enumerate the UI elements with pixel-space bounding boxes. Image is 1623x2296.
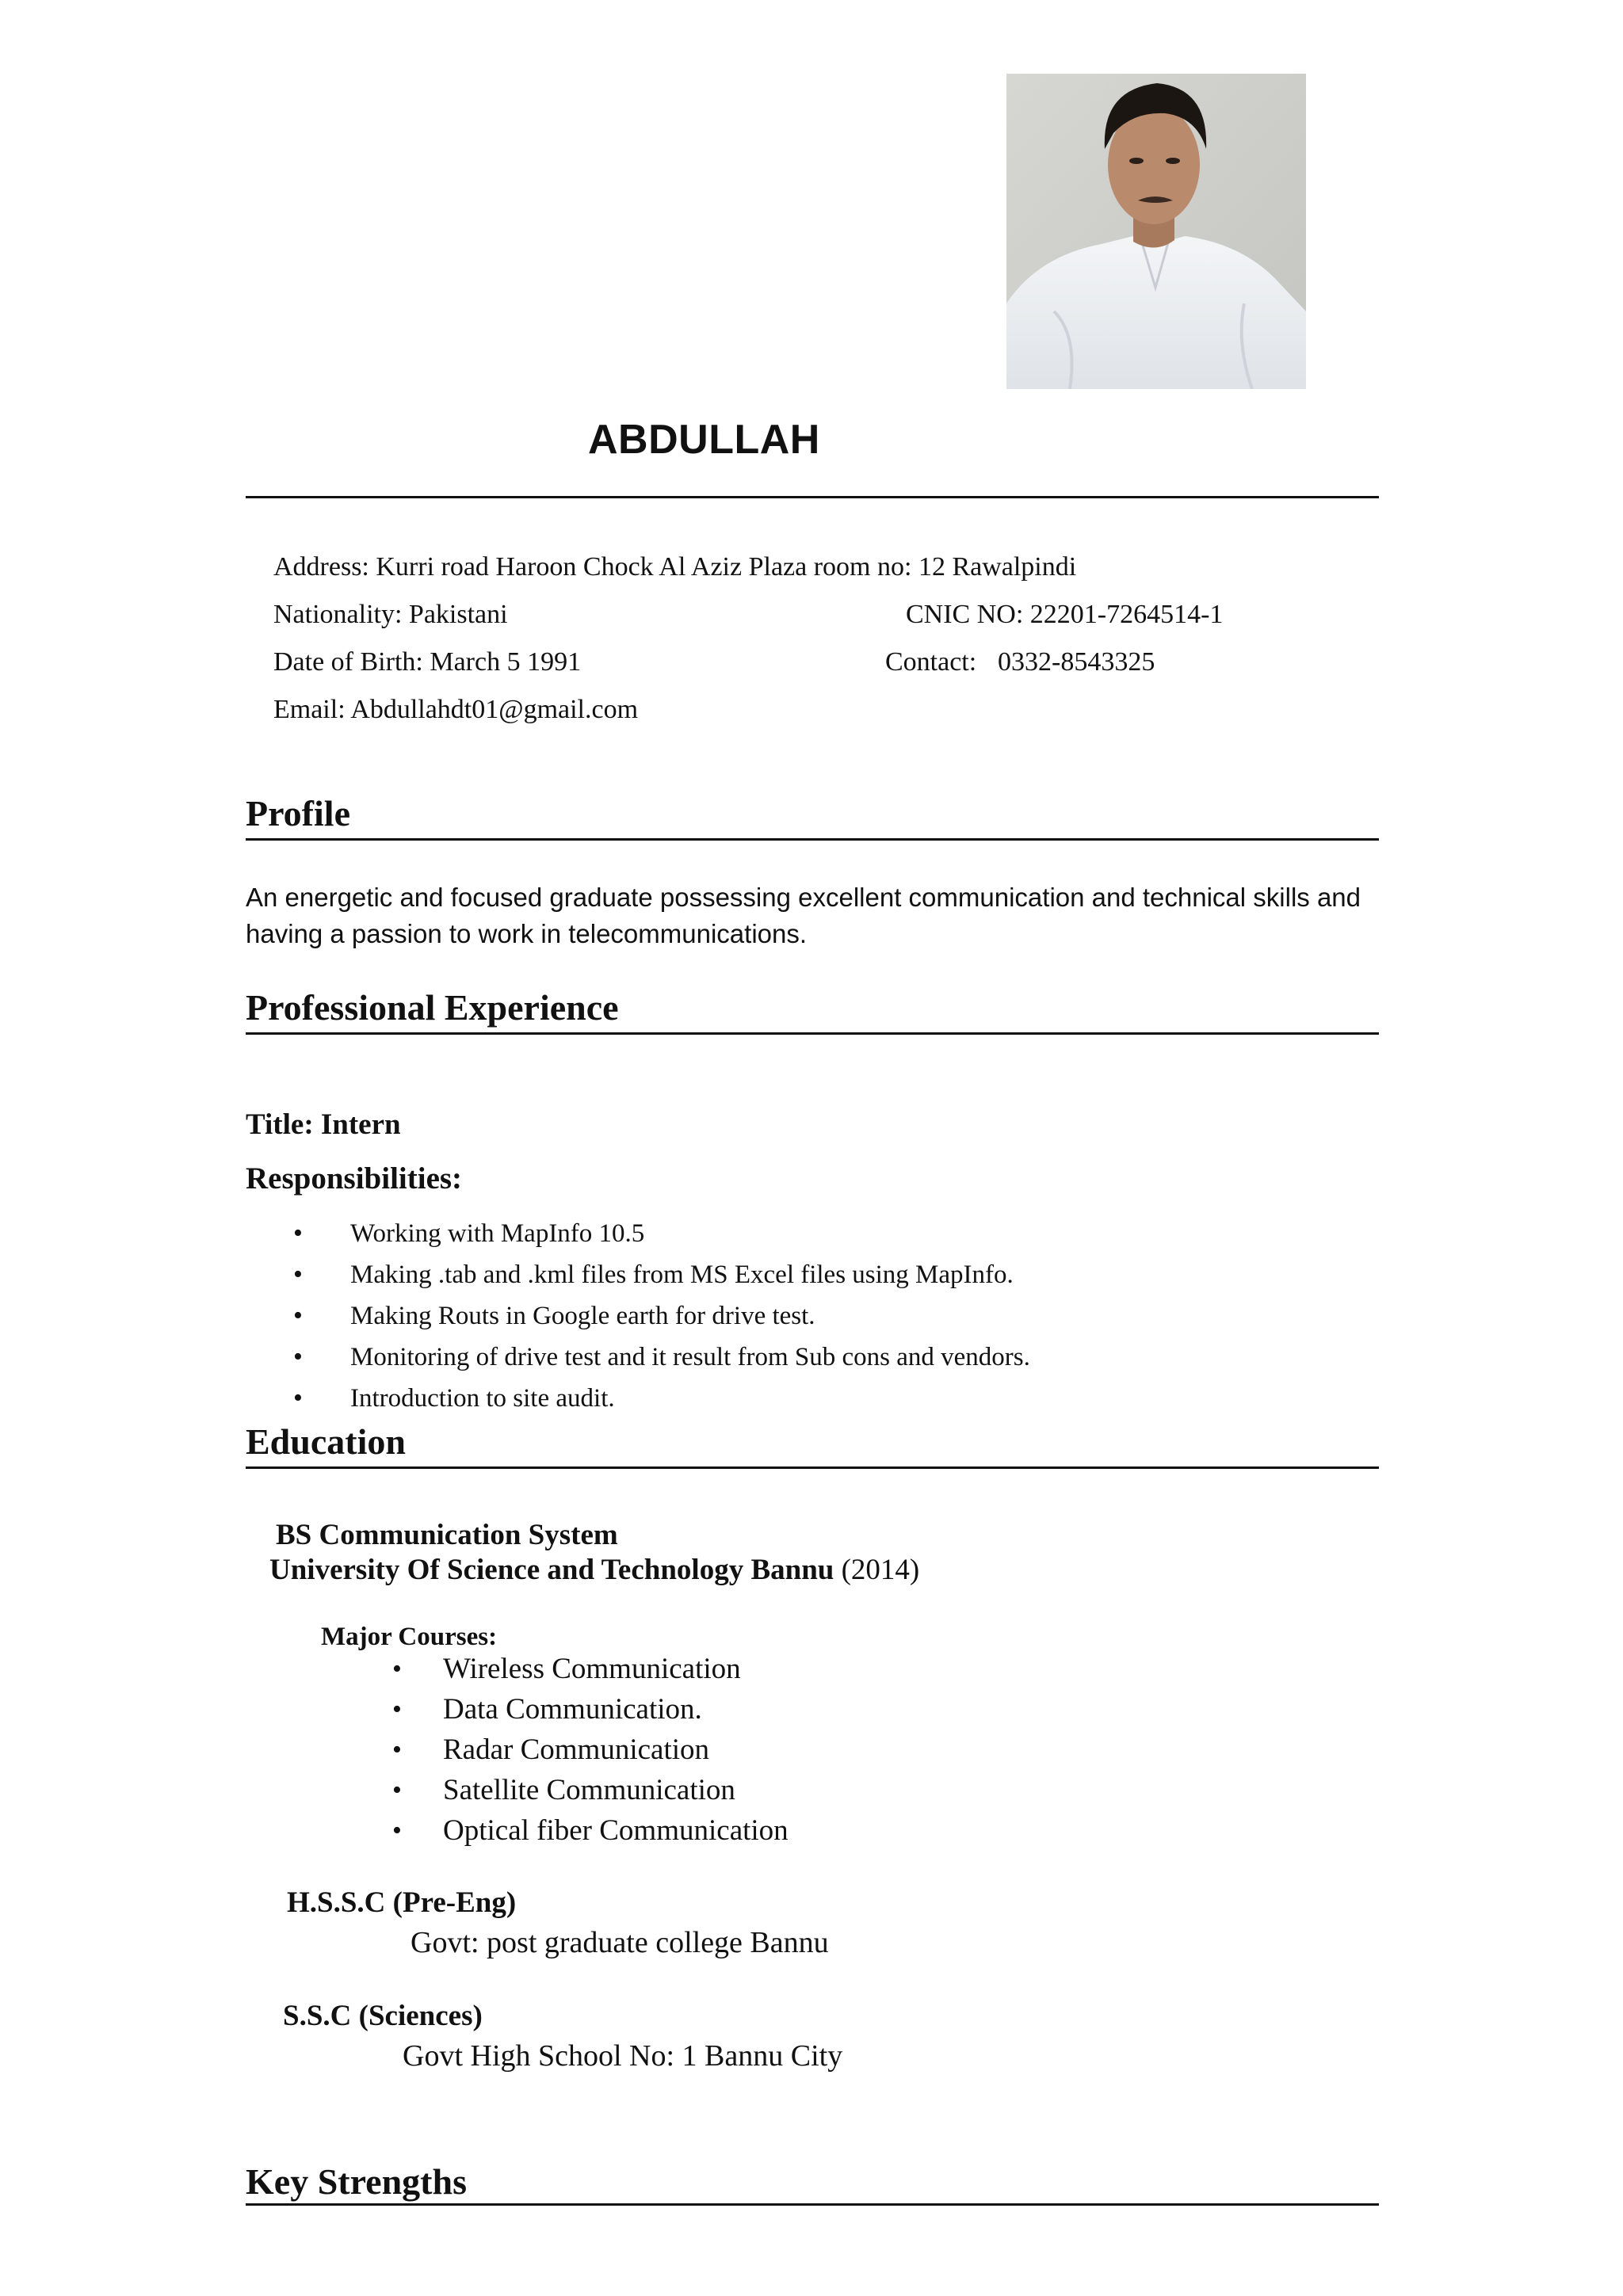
section-title-profile: Profile xyxy=(246,793,350,833)
email-line: Email: Abdullahdt01@gmail.com xyxy=(273,695,639,724)
list-item: • Making .tab and .kml files from MS Excel files using MapInfo. xyxy=(293,1257,1030,1299)
dob-line: Date of Birth: March 5 1991 xyxy=(273,647,582,677)
ssc-title: S.S.C (Sciences) xyxy=(283,2000,483,2032)
phone-number: 0332-8543325 xyxy=(998,647,1155,677)
university-line xyxy=(269,1553,919,1587)
hssc-title: H.S.S.C (Pre-Eng) xyxy=(287,1886,517,1919)
list-item: • Introduction to site audit. xyxy=(293,1381,1030,1422)
university-name: University Of Science and Technology Bannu xyxy=(269,1554,834,1586)
list-item: • Optical fiber Communication xyxy=(392,1812,789,1852)
candidate-name: ABDULLAH xyxy=(588,417,820,463)
list-item: • Making Routs in Google earth for drive test. xyxy=(293,1299,1030,1340)
section-title-strengths: Key Strengths xyxy=(246,2161,467,2202)
divider xyxy=(246,838,1379,841)
list-item: • Data Communication. xyxy=(392,1691,789,1731)
courses-list xyxy=(392,1650,789,1852)
profile-photo xyxy=(1006,74,1306,389)
job-title: Title: Intern xyxy=(246,1108,401,1141)
profile-summary: An energetic and focused graduate possessing excellent communication and technical skills and having a passion to work in telecommunications. xyxy=(246,883,1361,948)
address-line: Address: Kurri road Haroon Chock Al Aziz Plaza room no: 12 Rawalpindi xyxy=(273,552,1077,582)
major-courses-heading: Major Courses: xyxy=(321,1623,498,1651)
section-title-education: Education xyxy=(246,1421,406,1462)
divider xyxy=(246,1466,1379,1469)
graduation-year: (2014) xyxy=(841,1554,920,1586)
list-item: • Wireless Communication xyxy=(392,1650,789,1691)
responsibilities-list xyxy=(293,1216,1030,1422)
hssc-school: Govt: post graduate college Bannu xyxy=(411,1926,829,1959)
list-item: • Monitoring of drive test and it result from Sub cons and vendors. xyxy=(293,1340,1030,1381)
divider xyxy=(246,1032,1379,1035)
cnic-line: CNIC NO: 22201-7264514-1 xyxy=(906,600,1224,629)
list-item: • Satellite Communication xyxy=(392,1772,789,1812)
contact-label: Contact: xyxy=(885,647,977,677)
degree-title: BS Communication System xyxy=(276,1519,618,1551)
list-item: • Radar Communication xyxy=(392,1731,789,1772)
responsibilities-heading: Responsibilities: xyxy=(246,1161,463,1196)
divider xyxy=(246,2203,1379,2206)
list-item: • Working with MapInfo 10.5 xyxy=(293,1216,1030,1257)
nationality-line: Nationality: Pakistani xyxy=(273,600,508,629)
section-title-experience: Professional Experience xyxy=(246,987,619,1028)
divider xyxy=(246,496,1379,498)
ssc-school: Govt High School No: 1 Bannu City xyxy=(403,2039,843,2073)
